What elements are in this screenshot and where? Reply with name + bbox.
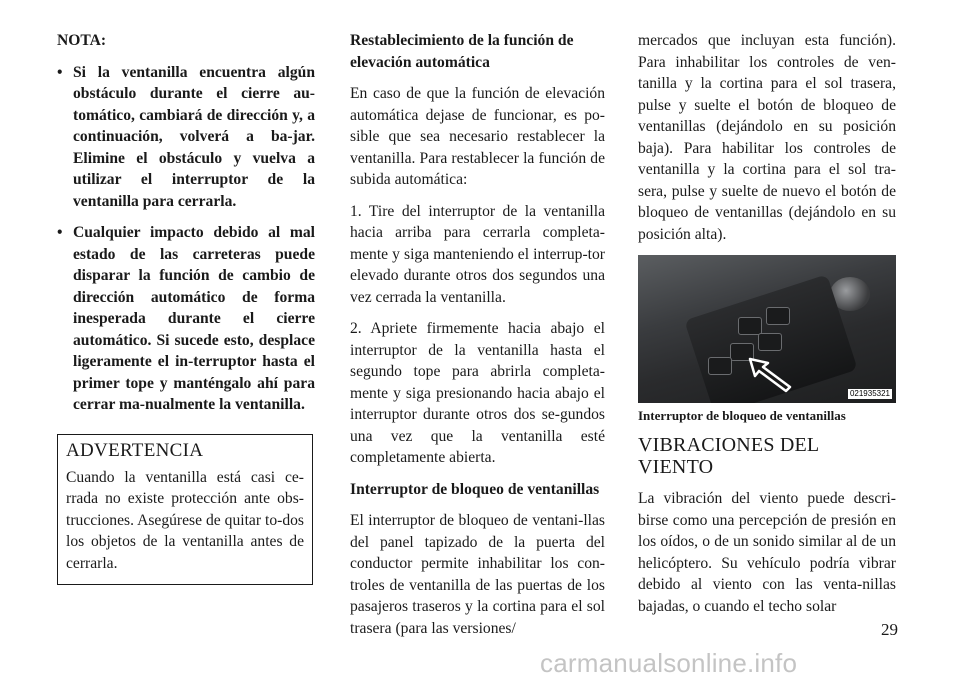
- heading-line: VIBRACIONES DEL: [638, 434, 820, 456]
- section-heading-window-lock: Interruptor de bloqueo de ventanillas: [350, 480, 600, 498]
- watermark: carmanualsonline.info: [540, 648, 798, 678]
- bullet-text: Si la ventanilla encuentra algún obstáculo durante el cierre au-tomático, cambiará de dirección y, a continuación, volverá a ba-jar. Elimine el obstáculo y vuelva a utilizar el interruptor de la ventanilla para cerrarla.: [73, 63, 315, 210]
- photo-code: 021935321: [849, 389, 890, 398]
- paragraph: mercados que incluyan esta función). Para inhabilitar los controles de ven-tanilla y la cortina para el sol trasera, pulse y suelte el botón de bloqueo de ventanillas (dejándolo en su posición baja). Para habilitar los controles de ventanilla y la cortina para el sol tra-sera, pulse y suelte de nuevo el botón de bloqueo de ventanillas (dejándolo en su posición alta).: [638, 32, 896, 243]
- photo-caption: Interruptor de bloqueo de ventanillas: [638, 408, 846, 423]
- warning-body: Cuando la ventanilla está casi ce-rrada no existe protección ante obs-trucciones. Asegúrese de quitar to-dos los objetos de la ventanilla antes de cerrarla.: [66, 468, 304, 572]
- column-right: [638, 30, 896, 627]
- window-lock-button-icon: [708, 357, 732, 375]
- bullet-item: [57, 222, 315, 416]
- note-label: NOTA:: [57, 32, 107, 49]
- step-2: 2. Apriete firmemente hacia abajo el interruptor de la ventanilla hasta el segundo tope para abrirla completa-mente y siga presionando hacia abajo el interruptor durante otros dos se-gundos una vez que la ventanilla esté completamente abierta.: [350, 320, 605, 466]
- bullet-dot-icon: •: [57, 63, 63, 81]
- bullet-dot-icon: •: [57, 224, 63, 241]
- bullet-text: Cualquier impacto debido al mal estado de las carreteras puede disparar la función de cambio de dirección automático de forma inesperada durante el cierre automático. Si sucede esto, desplace ligeramente el in-terruptor hasta el primer tope y manténgalo ahí para cerrar ma-nualmente la ventanilla.: [73, 224, 315, 413]
- window-switch-icon: [766, 307, 790, 325]
- paragraph: La vibración del viento puede descri-birse como una percepción de presión en los oídos, o de un sonido similar al de un helicóptero. Su vehículo podría vibrar debido al viento con las venta-nillas bajadas, o cuando el techo solar: [638, 490, 896, 615]
- step-1: 1. Tire del interruptor de la ventanilla hacia arriba para cerrarla completa-mente y siga manteniendo el interrup-tor elevado durante otros dos segundos una vez cerrada la ventanilla.: [350, 202, 605, 306]
- column-middle: [350, 30, 605, 649]
- window-lock-switch-photo: [638, 255, 896, 403]
- arrow-icon: [746, 353, 794, 393]
- warning-title: ADVERTENCIA: [66, 439, 204, 461]
- column-left: [57, 30, 315, 585]
- section-heading-wind-buffeting: [638, 434, 896, 478]
- bullet-item: [57, 62, 315, 213]
- window-switch-icon: [758, 333, 782, 351]
- section-heading-auto-up-reset: Restablecimiento de la función de elevación automática: [350, 32, 574, 71]
- heading-line: VIENTO: [638, 456, 714, 478]
- paragraph: En caso de que la función de elevación automática dejase de funcionar, es po-sible que sea necesario restablecer la ventanilla. Para restablecer la función de subida automática:: [350, 85, 605, 188]
- window-switch-icon: [738, 317, 762, 335]
- paragraph: El interruptor de bloqueo de ventani-llas del panel tapizado de la puerta del conductor permite inhabilitar los con-troles de ventanilla de las puertas de los pasajeros traseros y la cortina para el sol trasera (para las versiones/: [350, 512, 605, 637]
- page-number: 29: [881, 620, 898, 639]
- warning-box: [57, 434, 313, 586]
